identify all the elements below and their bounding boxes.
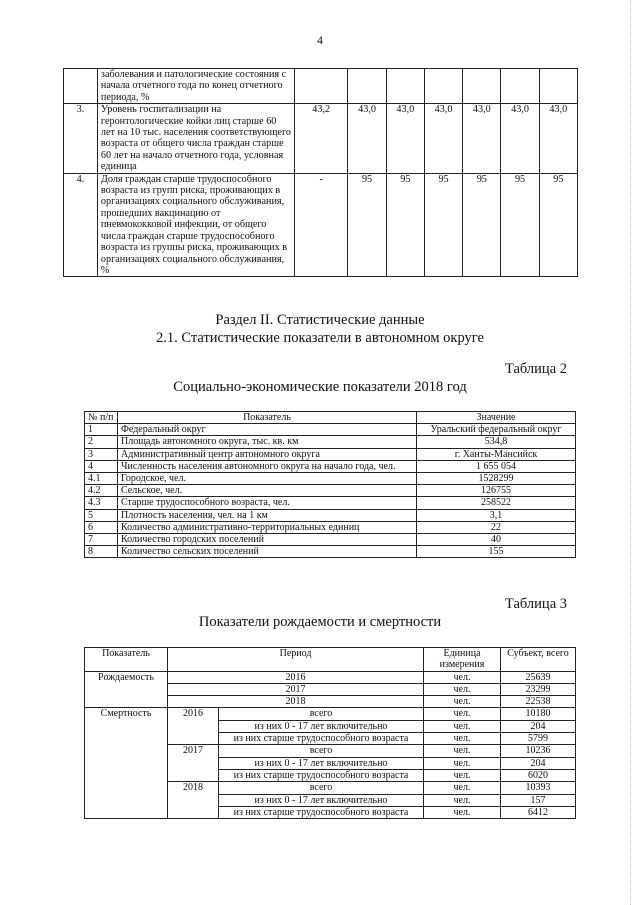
period-subcategory: из них 0 - 17 лет включительно xyxy=(219,757,424,769)
header-unit: Единица измерения xyxy=(424,648,501,672)
subject-value: 157 xyxy=(501,794,576,806)
indicator-name: Административный центр автономного округа xyxy=(118,448,417,460)
table-row xyxy=(85,521,576,533)
indicator-value xyxy=(463,69,501,104)
indicator-name: Доля граждан старше трудоспособного возраста из групп риска, проживающих в организациях социального обслуживания, прошедших вакцинацию от пневмококковой инфекции, от общего числа граждан старше трудоспособного возраста из группы риска, проживающих в организациях социального обслуживания, % xyxy=(97,173,294,277)
unit: чел. xyxy=(424,794,501,806)
subject-value: 204 xyxy=(501,720,576,732)
unit: чел. xyxy=(424,683,501,695)
header-indicator: Показатель xyxy=(85,648,168,672)
indicator-name: Федеральный округ xyxy=(118,424,417,436)
margin-line xyxy=(630,0,632,905)
indicator-name: Старше трудоспособного возраста, чел. xyxy=(118,497,417,509)
indicator-name: заболевания и патологические состояния с начала отчетного года по конец отчетного периода, % xyxy=(97,69,294,104)
table-row xyxy=(85,497,576,509)
table2-title: Социально-экономические показатели 2018 год xyxy=(173,379,467,395)
subsection-title: 2.1. Статистические показатели в автономном округе xyxy=(156,330,484,346)
table-row xyxy=(85,448,576,460)
indicator-value: 95 xyxy=(539,173,577,277)
period-year: 2017 xyxy=(168,683,424,695)
table-row xyxy=(85,546,576,558)
table-header-row xyxy=(85,412,576,424)
indicator-value: 1 655 054 xyxy=(417,460,576,472)
indicator-value: - xyxy=(295,173,348,277)
period-year: 2018 xyxy=(168,782,219,819)
indicator-name: Численность населения автономного округа на начало года, чел. xyxy=(118,460,417,472)
indicator-value: 43,0 xyxy=(463,104,501,173)
period-subcategory: всего xyxy=(219,745,424,757)
row-number xyxy=(64,69,98,104)
subject-value: 6020 xyxy=(501,769,576,781)
indicator-name: Количество сельских поселений xyxy=(118,546,417,558)
subject-value: 10236 xyxy=(501,745,576,757)
indicator-value: Уральский федеральный округ xyxy=(417,424,576,436)
period-subcategory: всего xyxy=(219,782,424,794)
table-row xyxy=(85,671,576,683)
indicator-name: Количество городских поселений xyxy=(118,534,417,546)
indicator-value: 40 xyxy=(417,534,576,546)
period-year: 2017 xyxy=(168,745,219,782)
indicator-value: 95 xyxy=(424,173,462,277)
table2-label: Таблица 2 xyxy=(504,361,567,377)
table-row xyxy=(85,485,576,497)
table-row xyxy=(85,509,576,521)
indicator-value xyxy=(424,69,462,104)
unit: чел. xyxy=(424,708,501,720)
row-number: 8 xyxy=(85,546,118,558)
row-number: 5 xyxy=(85,509,118,521)
indicator-value xyxy=(539,69,577,104)
table3-title: Показатели рождаемости и смертности xyxy=(198,614,442,630)
indicator-value: 126755 xyxy=(417,485,576,497)
header-subject: Субъект, всего xyxy=(501,648,576,672)
header-period: Период xyxy=(168,648,424,672)
indicator-value: 43,0 xyxy=(424,104,462,173)
indicator-value xyxy=(501,69,539,104)
period-subcategory: из них 0 - 17 лет включительно xyxy=(219,794,424,806)
indicator-value: 258522 xyxy=(417,497,576,509)
table3-label: Таблица 3 xyxy=(504,596,567,612)
unit: чел. xyxy=(424,671,501,683)
indicator-value: 95 xyxy=(463,173,501,277)
row-number: 1 xyxy=(85,424,118,436)
indicators-table-continued xyxy=(63,68,578,277)
period-year: 2018 xyxy=(168,696,424,708)
table-row xyxy=(85,708,576,720)
indicator-value: 43,0 xyxy=(501,104,539,173)
unit: чел. xyxy=(424,696,501,708)
period-subcategory: из них старше трудоспособного возраста xyxy=(219,769,424,781)
indicator-name: Плотность населения, чел. на 1 км xyxy=(118,509,417,521)
unit: чел. xyxy=(424,806,501,818)
subject-value: 23299 xyxy=(501,683,576,695)
page-number: 4 xyxy=(317,33,323,47)
indicator-value: 95 xyxy=(501,173,539,277)
indicator-value: 43,0 xyxy=(386,104,424,173)
indicator-name: Площадь автономного округа, тыс. кв. км xyxy=(118,436,417,448)
indicator-value: 43,0 xyxy=(348,104,386,173)
table-row xyxy=(85,460,576,472)
death-label: Смертность xyxy=(85,708,168,819)
section-title: Раздел II. Статистические данные xyxy=(215,312,425,328)
period-subcategory: из них старше трудоспособного возраста xyxy=(219,733,424,745)
row-number: 3. xyxy=(64,104,98,173)
unit: чел. xyxy=(424,720,501,732)
table-header-row xyxy=(85,648,576,672)
subject-value: 10393 xyxy=(501,782,576,794)
indicator-value: 534,8 xyxy=(417,436,576,448)
table-row xyxy=(85,534,576,546)
birth-label: Рождаемость xyxy=(85,671,168,708)
socio-economic-table xyxy=(84,411,576,558)
indicator-value: 3,1 xyxy=(417,509,576,521)
unit: чел. xyxy=(424,782,501,794)
table-row xyxy=(64,69,578,104)
indicator-value: 155 xyxy=(417,546,576,558)
unit: чел. xyxy=(424,769,501,781)
row-number: 7 xyxy=(85,534,118,546)
unit: чел. xyxy=(424,745,501,757)
header-value: Значение xyxy=(417,412,576,424)
subject-value: 5799 xyxy=(501,733,576,745)
row-number: 4 xyxy=(85,460,118,472)
unit: чел. xyxy=(424,733,501,745)
table-row xyxy=(85,473,576,485)
subject-value: 10180 xyxy=(501,708,576,720)
subject-value: 22538 xyxy=(501,696,576,708)
birth-death-table xyxy=(84,647,576,819)
row-number: 2 xyxy=(85,436,118,448)
table-row xyxy=(64,104,578,173)
subject-value: 6412 xyxy=(501,806,576,818)
indicator-name: Количество административно-территориальных единиц xyxy=(118,521,417,533)
unit: чел. xyxy=(424,757,501,769)
indicator-value: 95 xyxy=(386,173,424,277)
table-row xyxy=(85,436,576,448)
period-subcategory: из них 0 - 17 лет включительно xyxy=(219,720,424,732)
indicator-value: 95 xyxy=(348,173,386,277)
indicator-name: Городское, чел. xyxy=(118,473,417,485)
subject-value: 204 xyxy=(501,757,576,769)
row-number: 4.2 xyxy=(85,485,118,497)
row-number: 6 xyxy=(85,521,118,533)
indicator-value xyxy=(348,69,386,104)
indicator-value: 43,2 xyxy=(295,104,348,173)
subject-value: 25639 xyxy=(501,671,576,683)
period-subcategory: из них старше трудоспособного возраста xyxy=(219,806,424,818)
period-year: 2016 xyxy=(168,708,219,745)
row-number: 4.1 xyxy=(85,473,118,485)
indicator-name: Уровень госпитализации на геронтологические койки лиц старше 60 лет на 10 тыс. населения соответствующего возраста от общего числа граждан старше 60 лет на начало отчетного года, условная единица xyxy=(97,104,294,173)
indicator-name: Сельское, чел. xyxy=(118,485,417,497)
row-number: 3 xyxy=(85,448,118,460)
table-row xyxy=(64,173,578,277)
indicator-value: г. Ханты-Мансийск xyxy=(417,448,576,460)
indicator-value xyxy=(386,69,424,104)
header-indicator: Показатель xyxy=(118,412,417,424)
row-number: 4. xyxy=(64,173,98,277)
indicator-value: 22 xyxy=(417,521,576,533)
indicator-value: 1528299 xyxy=(417,473,576,485)
period-year: 2016 xyxy=(168,671,424,683)
period-subcategory: всего xyxy=(219,708,424,720)
indicator-value: 43,0 xyxy=(539,104,577,173)
header-num: № п/п xyxy=(85,412,118,424)
table-row xyxy=(85,424,576,436)
indicator-value xyxy=(295,69,348,104)
row-number: 4.3 xyxy=(85,497,118,509)
